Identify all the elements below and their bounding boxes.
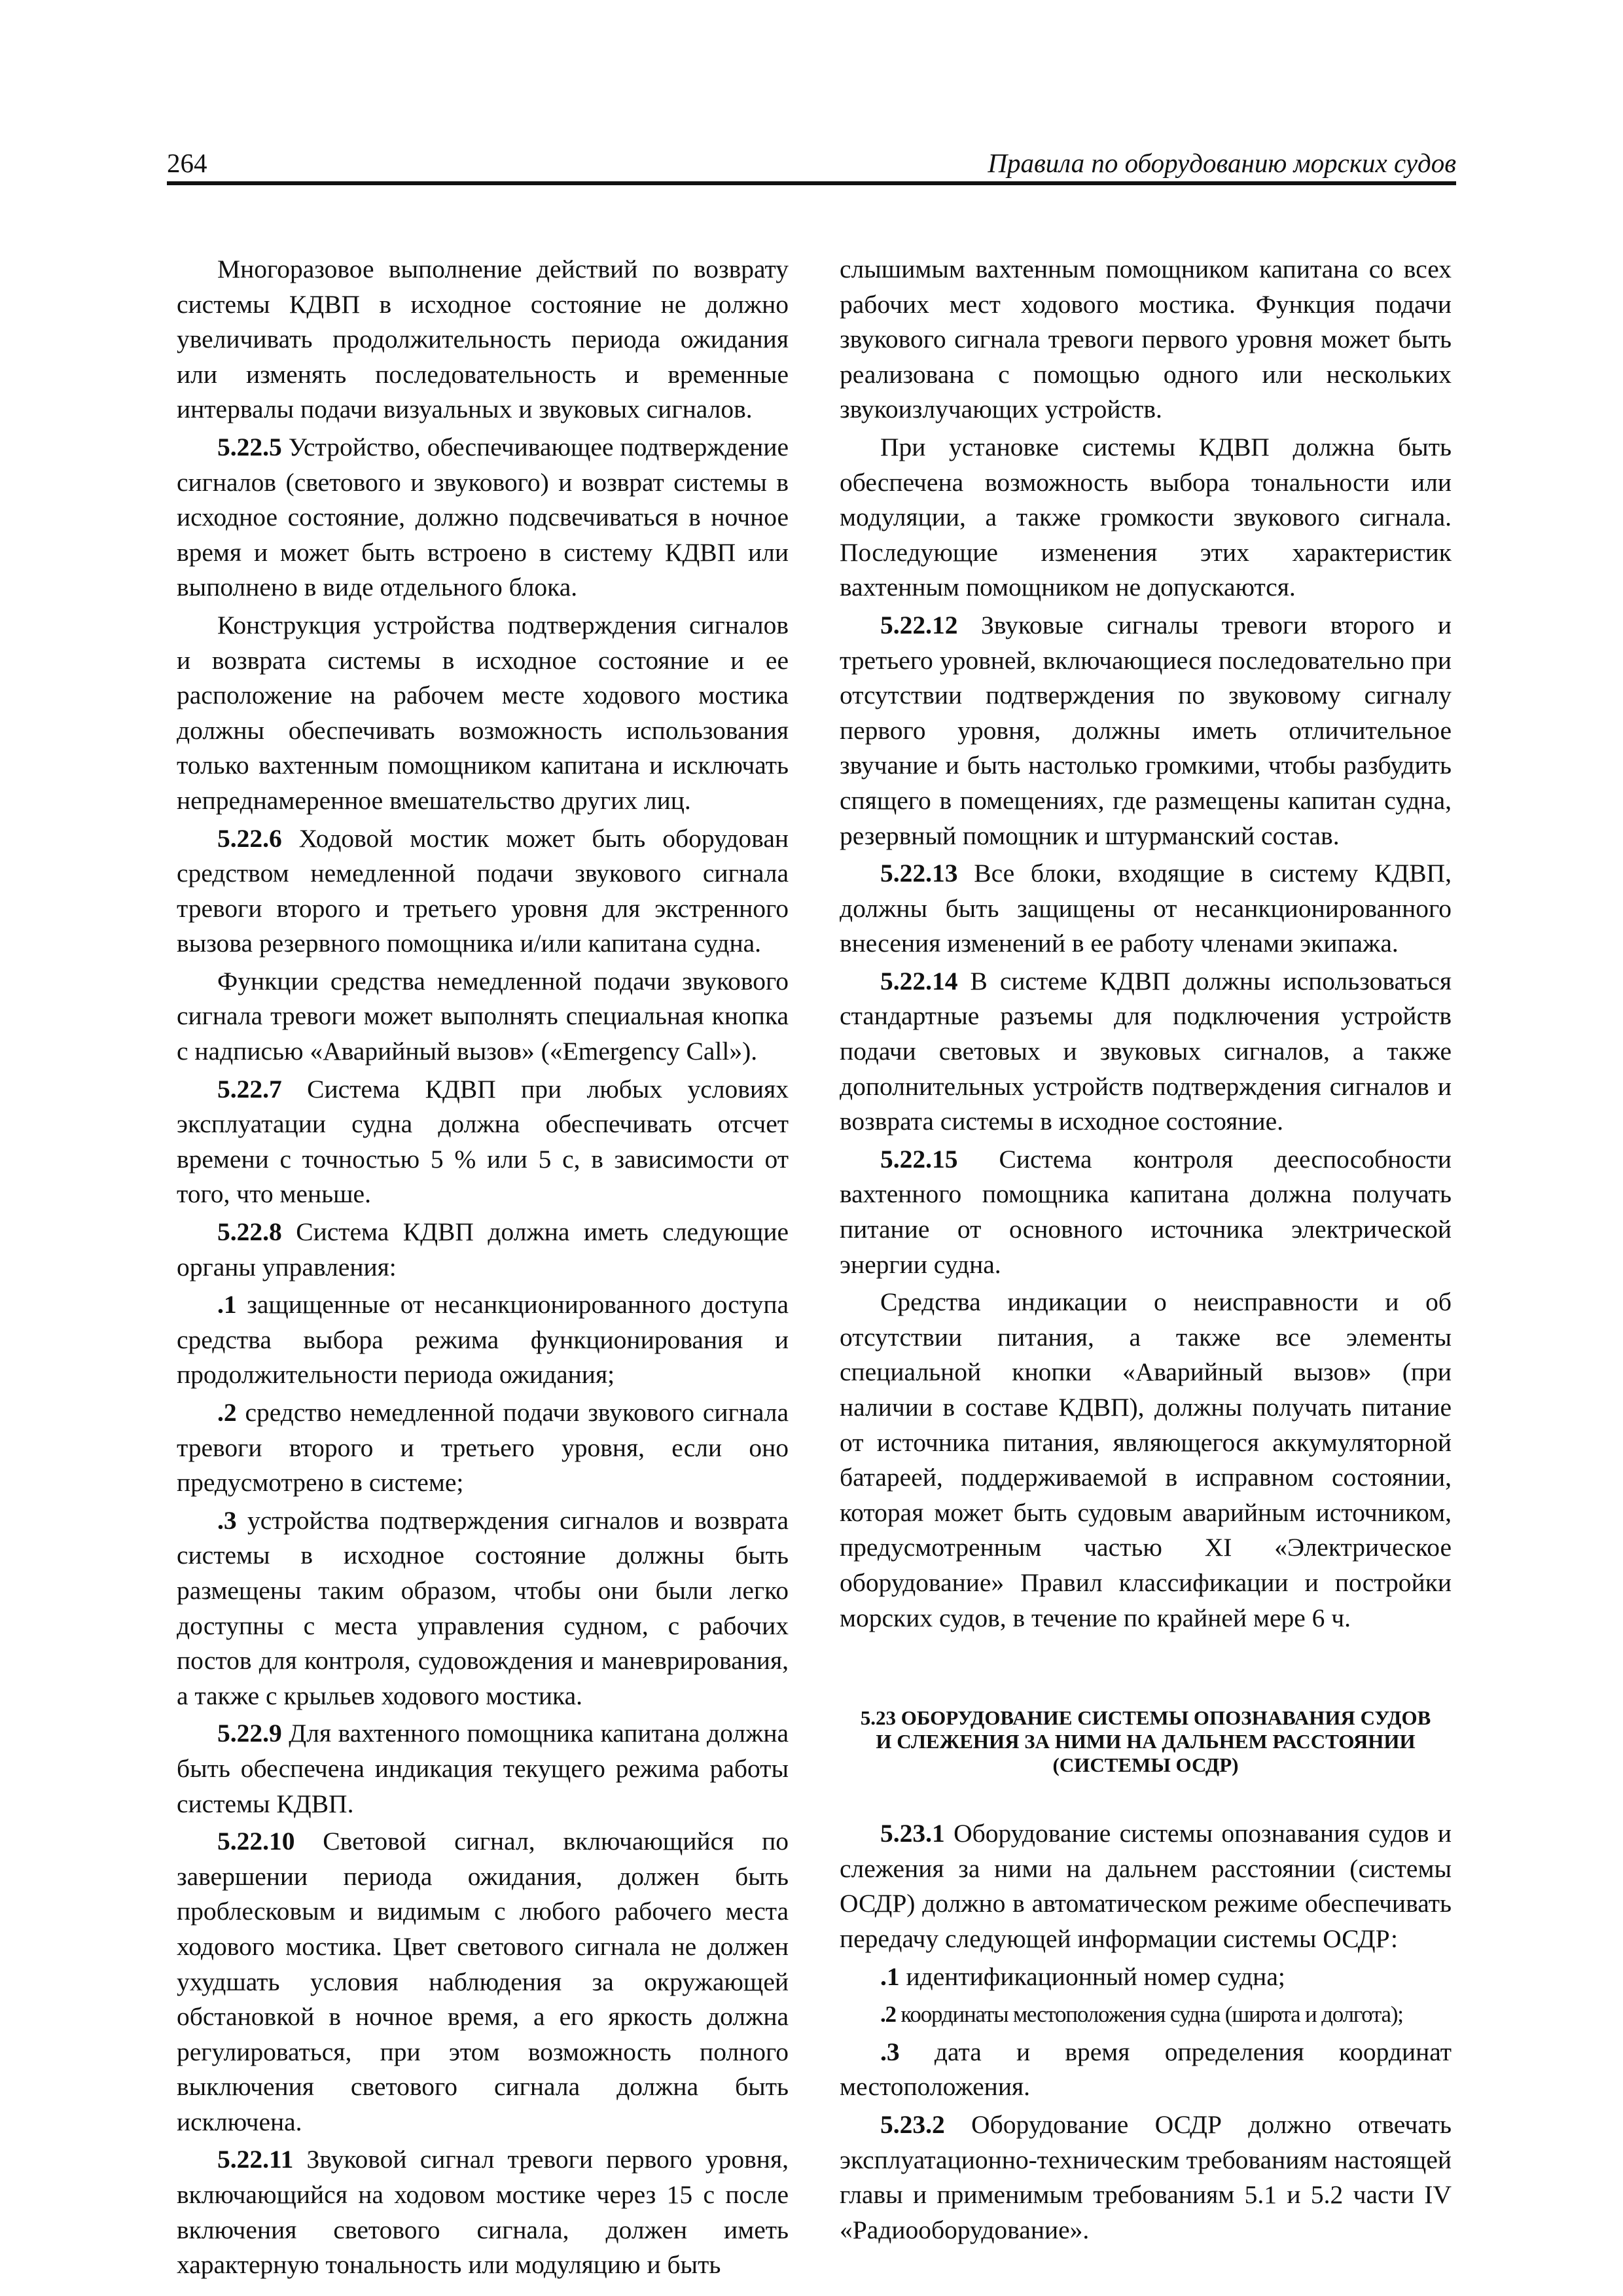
clause-number: 5.22.15 [880, 1144, 958, 1174]
clause-number: 5.23.2 [880, 2109, 945, 2139]
clause-5-22-8: 5.22.8 Система КДВП должна иметь следующие органы управления: [177, 1217, 789, 1282]
clause-5-22-15: 5.22.15 Система контроля дееспособности вахтенного помощника капитана должна получать питание от основного источника электрической энергии судна. [840, 1144, 1452, 1279]
clause-5-22-10: 5.22.10 Световой сигнал, включающийся по завершении периода ожидания, должен быть проблесковым и видимым с любого рабочего места ходового мостика. Цвет светового сигнала не должен ухудшать условия наблюдения за окружающей обстановкой в ночное время, а его яркость должна регулироваться, при этом возможность полного выключения светового сигнала должна быть исключена. [177, 1827, 789, 2136]
clause-number: 5.23.1 [880, 1819, 945, 1848]
list-item: .1 защищенные от несанкционированного доступа средства выбора режима функционирования и продолжительности периода ожидания; [177, 1290, 789, 1390]
clause-5-22-7: 5.22.7 Система КДВП при любых условиях эксплуатации судна должна обеспечивать отсчет времени с точностью 5 % или 5 с, в зависимости от того, что меньше. [177, 1074, 789, 1209]
list-item: .3 дата и время определения координат местоположения. [840, 2037, 1452, 2102]
section-title-line: И СЛЕЖЕНИЯ ЗА НИМИ НА ДАЛЬНЕМ РАССТОЯНИИ [876, 1730, 1416, 1753]
clause-5-22-9: 5.22.9 Для вахтенного помощника капитана должна быть обеспечена индикация текущего режима работы системы КДВП. [177, 1719, 789, 1818]
clause-number: 5.22.6 [217, 823, 282, 853]
clause-5-22-5: 5.22.5 Устройство, обеспечивающее подтверждение сигналов (светового и звукового) и возврат системы в исходное состояние, должно подсвечиваться в ночное время и может быть встроено в систему КДВП или выполнено в виде отдельного блока. [177, 432, 789, 602]
item-number: .1 [217, 1290, 237, 1319]
clause-number: 5.22.9 [217, 1719, 282, 1748]
clause-number: 5.22.13 [880, 859, 958, 888]
section-title [840, 1706, 1452, 1777]
paragraph: Функции средства немедленной подачи звукового сигнала тревоги может выполнять специальная кнопка с надписью «Аварийный вызов» («Emergency Call»). [177, 966, 789, 1066]
item-number: .2 [880, 2001, 896, 2028]
item-number: .1 [880, 1962, 900, 1991]
clause-number: 5.22.7 [217, 1074, 282, 1103]
section-title-line: (СИСТЕМЫ ОСДР) [1052, 1753, 1239, 1777]
section-title-line: 5.23 ОБОРУДОВАНИЕ СИСТЕМЫ ОПОЗНАВАНИЯ СУДОВ [860, 1706, 1431, 1730]
clause-5-22-6: 5.22.6 Ходовой мостик может быть оборудован средством немедленной подачи звукового сигнала тревоги второго и третьего уровня для экстренного вызова резервного помощника и/или капитана судна. [177, 823, 789, 958]
paragraph: слышимым вахтенным помощником капитана со всех рабочих мест ходового мостика. Функция подачи звукового сигнала тревоги первого уровня может быть реализована с помощью одного или нескольких звукоизлучающих устройств. [840, 255, 1452, 424]
list-item: .2 средство немедленной подачи звукового сигнала тревоги второго и третьего уровня, если оно предусмотрено в системе; [177, 1398, 789, 1498]
paragraph: Конструкция устройства подтверждения сигналов и возврата системы в исходное состояние и ее расположение на рабочем месте ходового мостика должны обеспечивать возможность использования только вахтенным помощником капитана и исключать непреднамеренное вмешательство других лиц. [177, 610, 789, 815]
list-item: .1 идентификационный номер судна; [880, 1962, 1285, 1991]
paragraph: При установке системы КДВП должна быть обеспечена возможность выбора тональности или модуляции, а также громкости звукового сигнала. Последующие изменения этих характеристик вахтенным помощником не допускаются. [840, 432, 1452, 602]
clause-5-23-1: 5.23.1 Оборудование системы опознавания судов и слежения за ними на дальнем расстоянии (системы ОСДР) должно в автоматическом режиме обеспечивать передачу следующей информации системы ОСДР: [840, 1819, 1452, 1953]
item-number: .3 [880, 2037, 900, 2066]
page-header [167, 141, 1456, 185]
clause-5-22-14: 5.22.14 В системе КДВП должны использоваться стандартные разъемы для подключения устройств подачи световых и звуковых сигналов, а также дополнительных устройств подтверждения сигналов и возврата системы в исходное состояние. [840, 966, 1452, 1136]
clause-number: 5.22.12 [880, 610, 958, 639]
left-column [177, 252, 789, 2283]
page-number: 264 [167, 148, 207, 178]
list-item: .3 устройства подтверждения сигналов и возврата системы в исходное состояние должны быть размещены таким образом, чтобы они были легко доступны с места управления судном, с рабочих постов для контроля, судовождения и маневрирования, а также с крыльев ходового мостика. [177, 1505, 789, 1710]
clause-number: 5.22.8 [217, 1217, 282, 1247]
clause-5-22-13: 5.22.13 Все блоки, входящие в систему КДВП, должны быть защищены от несанкционированного внесения изменений в ее работу членами экипажа. [840, 859, 1452, 958]
clause-number: 5.22.14 [880, 966, 958, 996]
right-column [840, 252, 1452, 2248]
paragraph: Средства индикации о неисправности и об отсутствии питания, а также все элементы специальной кнопки «Аварийный вызов» (при наличии в составе КДВП), должны получать питание от источника питания, являющегося аккумуляторной батареей, поддерживаемой в исправном состоянии, которая может быть судовым аварийным источником, предусмотренным частью XI «Электрическое оборудование» Правил классификации и постройки морских судов, в течение по крайней мере 6 ч. [840, 1287, 1452, 1632]
item-number: .2 [217, 1398, 237, 1427]
item-number: .3 [217, 1505, 237, 1535]
clause-number: 5.22.11 [217, 2145, 294, 2174]
list-item: .2 координаты местоположения судна (широта и долгота); [880, 2001, 1403, 2028]
clause-number: 5.22.5 [217, 432, 282, 461]
clause-number: 5.22.10 [217, 1827, 295, 1856]
clause-5-22-12: 5.22.12 Звуковые сигналы тревоги второго и третьего уровней, включающиеся последовательно при отсутствии подтверждения по звуковому сигналу первого уровня, должны иметь отличительное звучание и быть настолько громкими, чтобы разбудить спящего в помещениях, где размещены капитан судна, резервный помощник и штурманский состав. [840, 610, 1452, 850]
running-title: Правила по оборудованию морских судов [988, 148, 1456, 178]
clause-5-23-2: 5.23.2 Оборудование ОСДР должно отвечать эксплуатационно-техническим требованиям настоящей главы и применимым требованиям 5.1 и 5.2 части IV «Радиооборудование». [840, 2109, 1452, 2244]
paragraph: Многоразовое выполнение действий по возврату системы КДВП в исходное состояние не должно увеличивать продолжительность периода ожидания или изменять последовательность и временные интервалы подачи визуальных и звуковых сигналов. [177, 255, 789, 424]
clause-5-22-11: 5.22.11 Звуковой сигнал тревоги первого уровня, включающийся на ходовом мостике через 15 с после включения светового сигнала, должен иметь характерную тональность или модуляцию и быть [177, 2145, 789, 2280]
